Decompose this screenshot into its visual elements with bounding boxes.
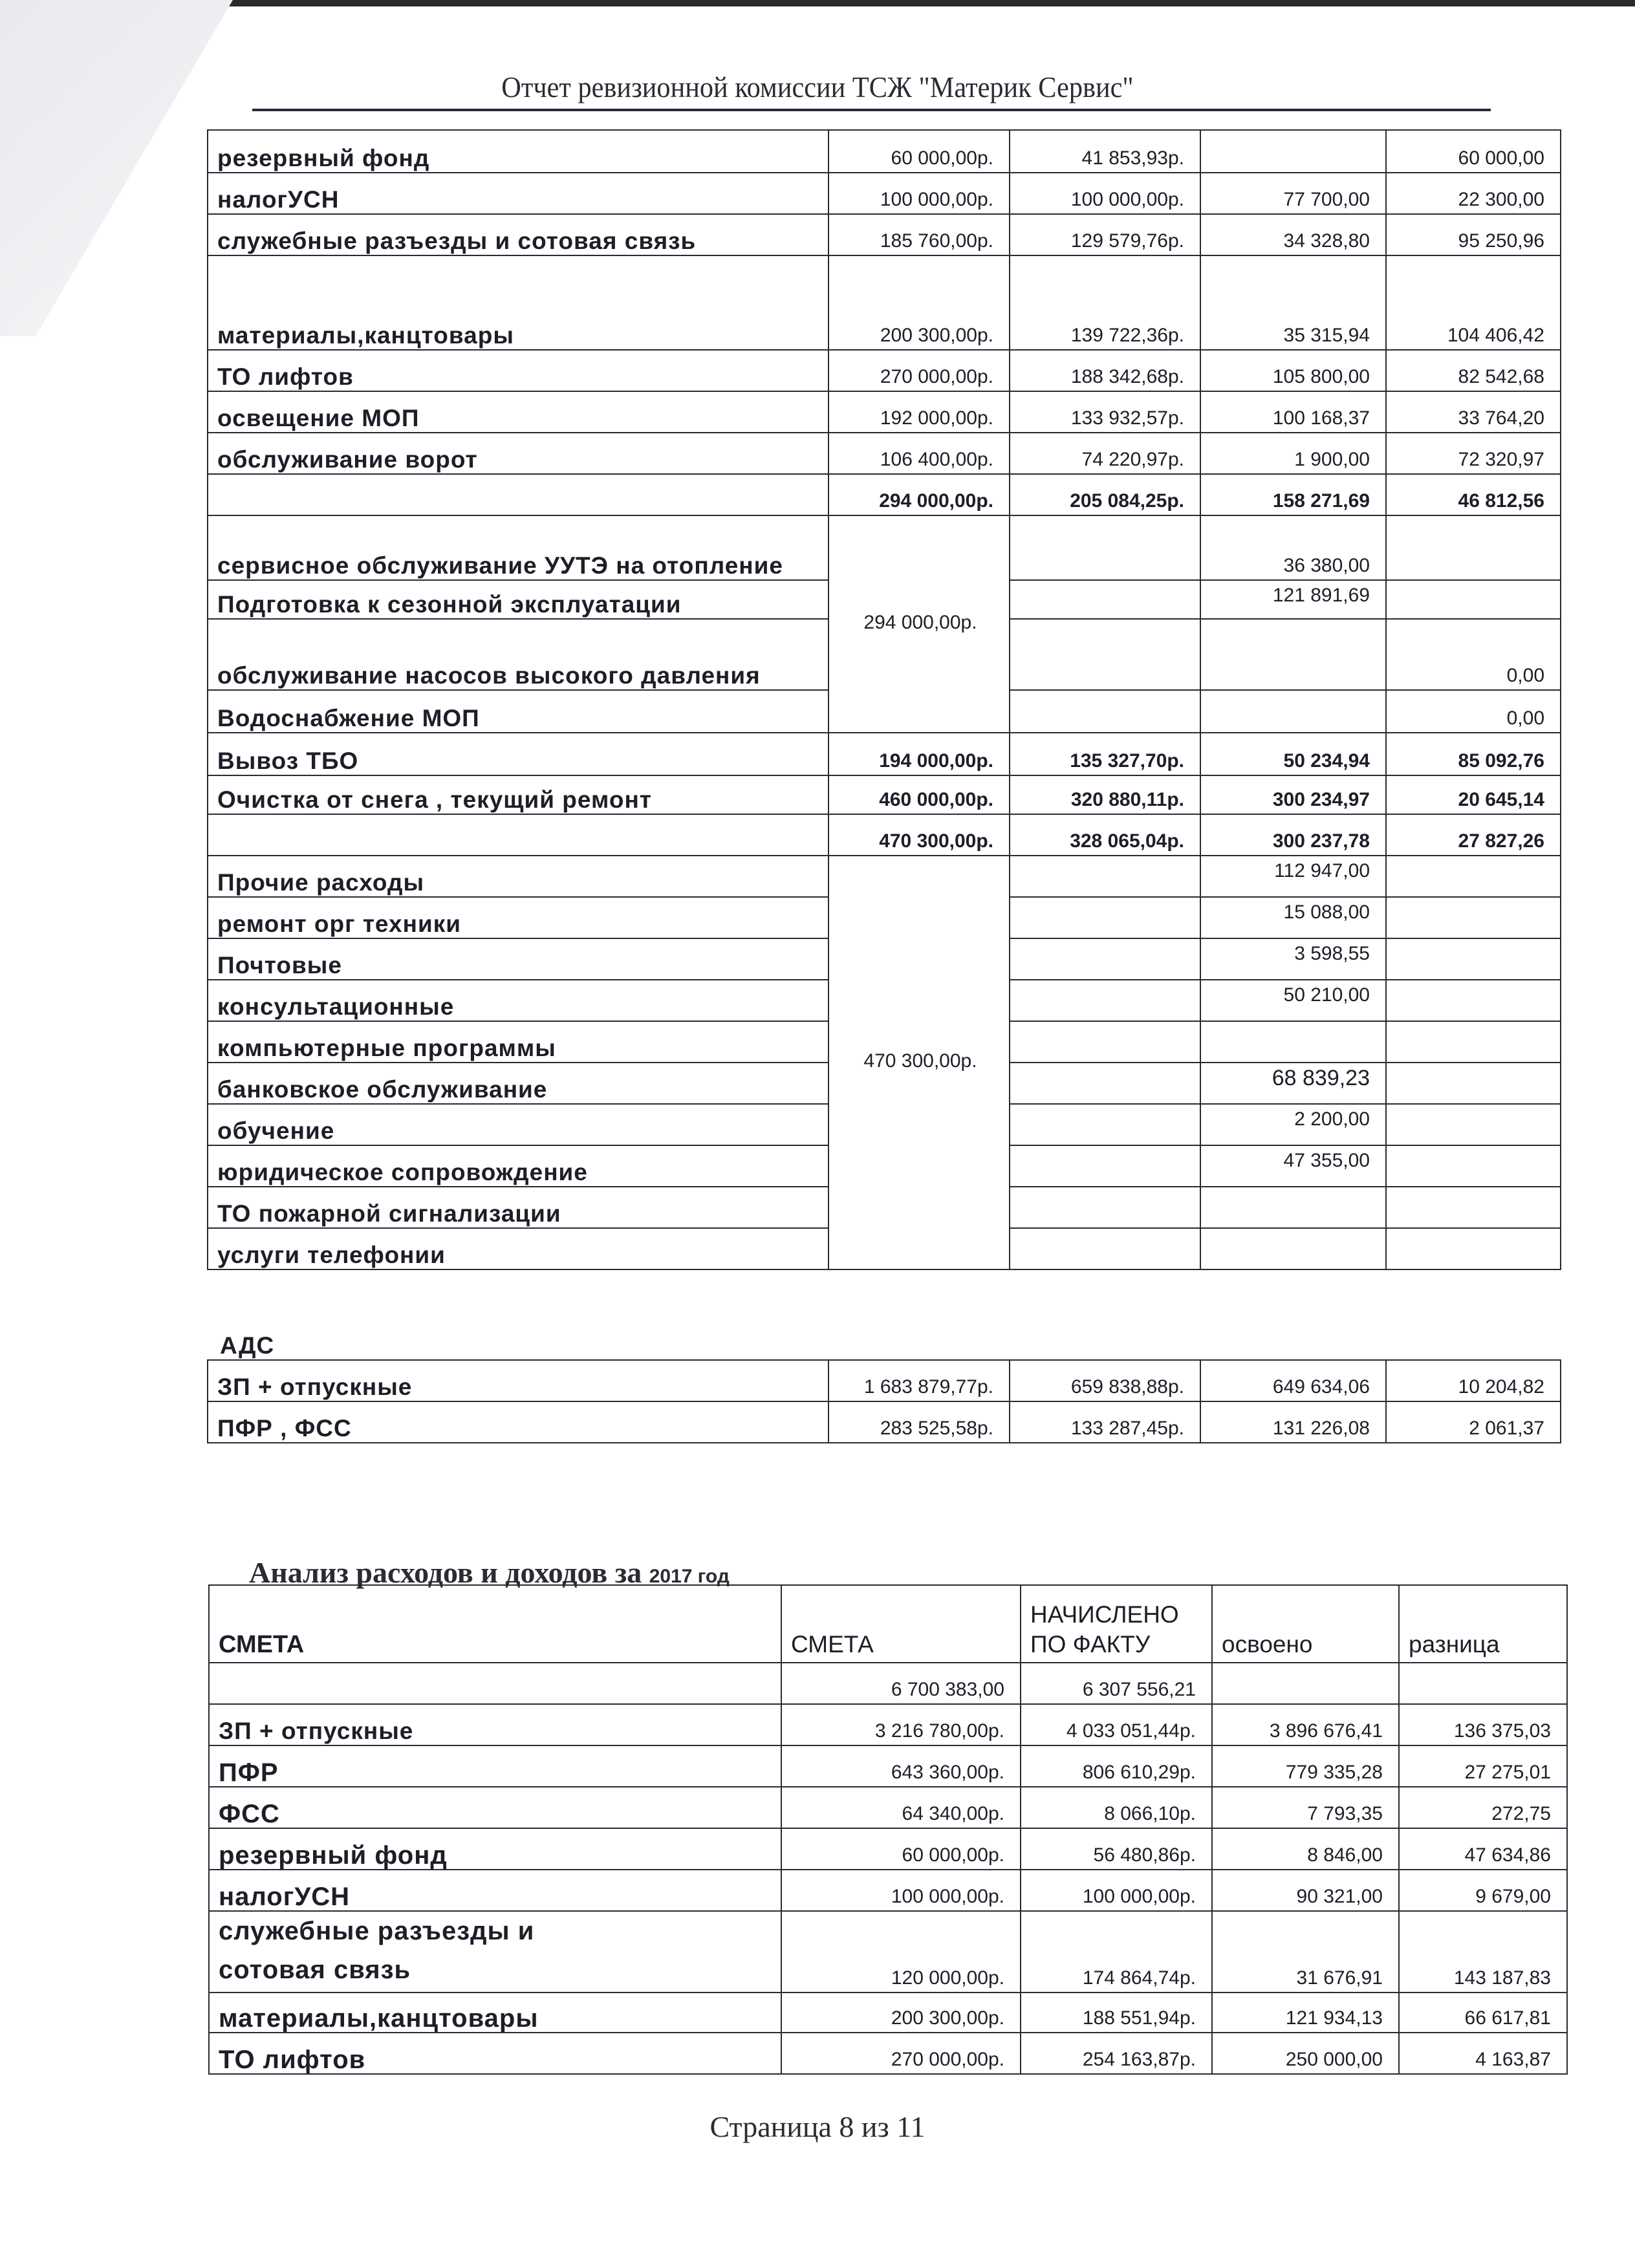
- row-label: ТО пожарной сигнализации: [208, 1187, 828, 1228]
- raznica-cell: 4 163,87: [1399, 2033, 1567, 2074]
- smeta-cell: 270 000,00р.: [781, 2033, 1021, 2074]
- table-row: [208, 733, 1561, 775]
- row-label: налогУСН: [208, 173, 828, 214]
- osvoeno-cell: 250 000,00: [1212, 2033, 1399, 2074]
- table-row: [208, 433, 1561, 474]
- raznica-cell: 22 300,00: [1386, 173, 1561, 214]
- table-row: [209, 1745, 1567, 1787]
- row-label: налогУСН: [209, 1870, 781, 1911]
- nachisleno-cell: [1010, 515, 1200, 580]
- raznica-cell: 143 187,83: [1399, 1911, 1567, 1993]
- raznica-cell: 104 406,42: [1386, 255, 1561, 350]
- row-label: ПФР , ФСС: [208, 1401, 828, 1443]
- table-row: [209, 1911, 1567, 1993]
- nachisleno-cell: 100 000,00р.: [1021, 1870, 1212, 1911]
- osvoeno-cell: 47 355,00: [1200, 1145, 1386, 1187]
- row-label: Подготовка к сезонной эксплуатации: [208, 580, 828, 619]
- row-label: сервисное обслуживание УУТЭ на отопление: [208, 515, 828, 580]
- row-label: [209, 1663, 781, 1704]
- analysis-table: [208, 1584, 1568, 2075]
- osvoeno-cell: 121 891,69: [1200, 580, 1386, 619]
- row-label: [208, 474, 828, 515]
- table-row: [209, 1993, 1567, 2033]
- osvoeno-cell: 31 676,91: [1212, 1911, 1399, 1993]
- row-label: ТО лифтов: [209, 2033, 781, 2074]
- raznica-cell: 33 764,20: [1386, 391, 1561, 433]
- table-row: [208, 173, 1561, 214]
- osvoeno-cell: 3 896 676,41: [1212, 1704, 1399, 1745]
- row-label: обслуживание ворот: [208, 433, 828, 474]
- raznica-cell: 72 320,97: [1386, 433, 1561, 474]
- page-number: Страница 8 из 11: [709, 2110, 926, 2143]
- table-row: [208, 515, 1561, 580]
- nachisleno-cell: 205 084,25р.: [1010, 474, 1200, 515]
- row-label: ПФР: [209, 1745, 781, 1787]
- osvoeno-cell: [1200, 1021, 1386, 1063]
- row-label: резервный фонд: [208, 130, 828, 173]
- row-label: служебные разъезды и сотовая связь: [208, 214, 828, 255]
- table-row: [208, 214, 1561, 255]
- row-label: ЗП + отпускные: [209, 1704, 781, 1745]
- row-label: обслуживание насосов высокого давления: [208, 619, 828, 690]
- osvoeno-cell: 131 226,08: [1200, 1401, 1386, 1443]
- row-label: компьютерные программы: [208, 1021, 828, 1063]
- analysis-year: 2017 год: [649, 1566, 730, 1587]
- row-label: резервный фонд: [209, 1828, 781, 1870]
- raznica-cell: [1386, 856, 1561, 897]
- page-header-title: Отчет ревизионной комиссии ТСЖ "Материк Сервис": [501, 70, 1134, 103]
- row-label: [208, 814, 828, 856]
- table-row: [208, 775, 1561, 814]
- row-label: обучение: [208, 1104, 828, 1145]
- analysis-title-text: Анализ расходов и доходов за: [249, 1556, 642, 1589]
- nachisleno-cell: [1010, 580, 1200, 619]
- raznica-cell: 27 827,26: [1386, 814, 1561, 856]
- nachisleno-cell: [1010, 619, 1200, 690]
- nachisleno-cell: [1010, 1021, 1200, 1063]
- nachisleno-cell: 8 066,10р.: [1021, 1787, 1212, 1828]
- row-label: материалы,канцтовары: [209, 1993, 781, 2033]
- smeta-cell: 185 760,00р.: [828, 214, 1010, 255]
- nachisleno-cell: [1010, 690, 1200, 733]
- osvoeno-cell: 35 315,94: [1200, 255, 1386, 350]
- raznica-cell: 136 375,03: [1399, 1704, 1567, 1745]
- nachisleno-cell: 133 287,45р.: [1010, 1401, 1200, 1443]
- nachisleno-cell: [1010, 1145, 1200, 1187]
- osvoeno-cell: 34 328,80: [1200, 214, 1386, 255]
- merged-smeta-cell: 470 300,00р.: [828, 856, 1010, 1269]
- scan-edge: [0, 0, 1635, 6]
- osvoeno-cell: 300 237,78: [1200, 814, 1386, 856]
- osvoeno-cell: 649 634,06: [1200, 1360, 1386, 1401]
- table-row: [209, 2033, 1567, 2074]
- table-row: [208, 350, 1561, 391]
- table-row: [208, 391, 1561, 433]
- smeta-cell: 200 300,00р.: [781, 1993, 1021, 2033]
- ads-section-label: АДС: [220, 1332, 275, 1359]
- raznica-cell: [1386, 1063, 1561, 1104]
- row-label: консультационные: [208, 980, 828, 1021]
- nachisleno-cell: 174 864,74р.: [1021, 1911, 1212, 1993]
- raznica-cell: [1386, 515, 1561, 580]
- osvoeno-cell: [1200, 1228, 1386, 1269]
- osvoeno-cell: 15 088,00: [1200, 897, 1386, 938]
- smeta-cell: 194 000,00р.: [828, 733, 1010, 775]
- raznica-cell: 95 250,96: [1386, 214, 1561, 255]
- raznica-cell: 85 092,76: [1386, 733, 1561, 775]
- smeta-cell: 192 000,00р.: [828, 391, 1010, 433]
- osvoeno-cell: 121 934,13: [1212, 1993, 1399, 2033]
- osvoeno-cell: 1 900,00: [1200, 433, 1386, 474]
- nachisleno-cell: [1010, 938, 1200, 980]
- smeta-cell: 6 700 383,00: [781, 1663, 1021, 1704]
- ads-table: [207, 1359, 1561, 1443]
- smeta-cell: 643 360,00р.: [781, 1745, 1021, 1787]
- osvoeno-cell: [1200, 130, 1386, 173]
- row-label: Почтовые: [208, 938, 828, 980]
- table-row: [209, 1870, 1567, 1911]
- nachisleno-cell: 74 220,97р.: [1010, 433, 1200, 474]
- row-label: ТО лифтов: [208, 350, 828, 391]
- nachisleno-cell: 188 551,94р.: [1021, 1993, 1212, 2033]
- table-header-row: [209, 1585, 1567, 1663]
- table-row: [209, 1828, 1567, 1870]
- raznica-cell: 27 275,01: [1399, 1745, 1567, 1787]
- raznica-cell: [1386, 1021, 1561, 1063]
- osvoeno-cell: 77 700,00: [1200, 173, 1386, 214]
- expenses-table: [207, 129, 1561, 1270]
- table-row: [208, 255, 1561, 350]
- nachisleno-cell: [1010, 1187, 1200, 1228]
- raznica-cell: 47 634,86: [1399, 1828, 1567, 1870]
- smeta-cell: 106 400,00р.: [828, 433, 1010, 474]
- osvoeno-cell: 8 846,00: [1212, 1828, 1399, 1870]
- table-row: [208, 1401, 1561, 1443]
- osvoeno-cell: 7 793,35: [1212, 1787, 1399, 1828]
- row-label: Водоснабжение МОП: [208, 690, 828, 733]
- raznica-cell: 60 000,00: [1386, 130, 1561, 173]
- column-header: СМЕТА: [781, 1585, 1021, 1663]
- raznica-cell: [1386, 1228, 1561, 1269]
- osvoeno-cell: 36 380,00: [1200, 515, 1386, 580]
- row-label: материалы,канцтовары: [208, 255, 828, 350]
- osvoeno-cell: 90 321,00: [1212, 1870, 1399, 1911]
- smeta-cell: 3 216 780,00р.: [781, 1704, 1021, 1745]
- smeta-cell: 283 525,58р.: [828, 1401, 1010, 1443]
- smeta-cell: 200 300,00р.: [828, 255, 1010, 350]
- smeta-cell: 60 000,00р.: [828, 130, 1010, 173]
- row-label: ЗП + отпускные: [208, 1360, 828, 1401]
- raznica-cell: [1386, 1187, 1561, 1228]
- smeta-cell: 270 000,00р.: [828, 350, 1010, 391]
- osvoeno-cell: 779 335,28: [1212, 1745, 1399, 1787]
- nachisleno-cell: [1010, 1104, 1200, 1145]
- osvoeno-cell: 50 210,00: [1200, 980, 1386, 1021]
- row-label: ремонт орг техники: [208, 897, 828, 938]
- row-label: освещение МОП: [208, 391, 828, 433]
- raznica-cell: 10 204,82: [1386, 1360, 1561, 1401]
- smeta-cell: 100 000,00р.: [828, 173, 1010, 214]
- table-row: [208, 1360, 1561, 1401]
- nachisleno-cell: 806 610,29р.: [1021, 1745, 1212, 1787]
- smeta-cell: 294 000,00р.: [828, 474, 1010, 515]
- raznica-cell: [1386, 580, 1561, 619]
- row-label: Очистка от снега , текущий ремонт: [208, 775, 828, 814]
- nachisleno-cell: 129 579,76р.: [1010, 214, 1200, 255]
- raznica-cell: 0,00: [1386, 619, 1561, 690]
- osvoeno-cell: 100 168,37: [1200, 391, 1386, 433]
- raznica-cell: 66 617,81: [1399, 1993, 1567, 2033]
- column-header: СМЕТА: [209, 1585, 781, 1663]
- nachisleno-cell: 6 307 556,21: [1021, 1663, 1212, 1704]
- nachisleno-cell: 328 065,04р.: [1010, 814, 1200, 856]
- nachisleno-cell: 659 838,88р.: [1010, 1360, 1200, 1401]
- subtotal-row: [208, 474, 1561, 515]
- osvoeno-cell: 68 839,23: [1200, 1063, 1386, 1104]
- raznica-cell: [1386, 1104, 1561, 1145]
- column-header: освоено: [1212, 1585, 1399, 1663]
- raznica-cell: 46 812,56: [1386, 474, 1561, 515]
- raznica-cell: [1386, 1145, 1561, 1187]
- nachisleno-cell: 320 880,11р.: [1010, 775, 1200, 814]
- row-label: юридическое сопровождение: [208, 1145, 828, 1187]
- osvoeno-cell: [1200, 619, 1386, 690]
- row-label: Вывоз ТБО: [208, 733, 828, 775]
- raznica-cell: 82 542,68: [1386, 350, 1561, 391]
- smeta-cell: 64 340,00р.: [781, 1787, 1021, 1828]
- header-divider: [252, 109, 1491, 111]
- table-row: [209, 1704, 1567, 1745]
- smeta-cell: 470 300,00р.: [828, 814, 1010, 856]
- nachisleno-cell: [1010, 856, 1200, 897]
- osvoeno-cell: [1200, 1187, 1386, 1228]
- raznica-cell: [1399, 1663, 1567, 1704]
- totals-row: [209, 1663, 1567, 1704]
- osvoeno-cell: 105 800,00: [1200, 350, 1386, 391]
- raznica-cell: [1386, 897, 1561, 938]
- osvoeno-cell: [1200, 690, 1386, 733]
- nachisleno-cell: 56 480,86р.: [1021, 1828, 1212, 1870]
- raznica-cell: [1386, 980, 1561, 1021]
- table-row: [208, 856, 1561, 897]
- smeta-cell: 60 000,00р.: [781, 1828, 1021, 1870]
- nachisleno-cell: [1010, 897, 1200, 938]
- nachisleno-cell: 100 000,00р.: [1010, 173, 1200, 214]
- smeta-cell: 100 000,00р.: [781, 1870, 1021, 1911]
- nachisleno-cell: 4 033 051,44р.: [1021, 1704, 1212, 1745]
- nachisleno-cell: 188 342,68р.: [1010, 350, 1200, 391]
- raznica-cell: 2 061,37: [1386, 1401, 1561, 1443]
- subtotal-row: [208, 814, 1561, 856]
- smeta-cell: 460 000,00р.: [828, 775, 1010, 814]
- nachisleno-cell: 254 163,87р.: [1021, 2033, 1212, 2074]
- osvoeno-cell: 3 598,55: [1200, 938, 1386, 980]
- nachisleno-cell: 41 853,93р.: [1010, 130, 1200, 173]
- table-row: [209, 1787, 1567, 1828]
- osvoeno-cell: 2 200,00: [1200, 1104, 1386, 1145]
- folded-page-corner: [0, 0, 233, 336]
- row-label: ФСС: [209, 1787, 781, 1828]
- nachisleno-cell: [1010, 980, 1200, 1021]
- raznica-cell: 272,75: [1399, 1787, 1567, 1828]
- row-label: служебные разъезды и сотовая связь: [209, 1911, 781, 1993]
- raznica-cell: [1386, 938, 1561, 980]
- column-header: разница: [1399, 1585, 1567, 1663]
- nachisleno-cell: 133 932,57р.: [1010, 391, 1200, 433]
- row-label: банковское обслуживание: [208, 1063, 828, 1104]
- osvoeno-cell: [1212, 1663, 1399, 1704]
- table-row: [208, 130, 1561, 173]
- row-label: услуги телефонии: [208, 1228, 828, 1269]
- osvoeno-cell: 300 234,97: [1200, 775, 1386, 814]
- merged-smeta-cell: 294 000,00р.: [828, 515, 1010, 733]
- nachisleno-cell: 135 327,70р.: [1010, 733, 1200, 775]
- raznica-cell: 20 645,14: [1386, 775, 1561, 814]
- osvoeno-cell: 112 947,00: [1200, 856, 1386, 897]
- osvoeno-cell: 50 234,94: [1200, 733, 1386, 775]
- nachisleno-cell: [1010, 1063, 1200, 1104]
- raznica-cell: 0,00: [1386, 690, 1561, 733]
- smeta-cell: 120 000,00р.: [781, 1911, 1021, 1993]
- column-header: НАЧИСЛЕНО ПО ФАКТУ: [1021, 1585, 1212, 1663]
- raznica-cell: 9 679,00: [1399, 1870, 1567, 1911]
- row-label: Прочие расходы: [208, 856, 828, 897]
- osvoeno-cell: 158 271,69: [1200, 474, 1386, 515]
- nachisleno-cell: 139 722,36р.: [1010, 255, 1200, 350]
- nachisleno-cell: [1010, 1228, 1200, 1269]
- smeta-cell: 1 683 879,77р.: [828, 1360, 1010, 1401]
